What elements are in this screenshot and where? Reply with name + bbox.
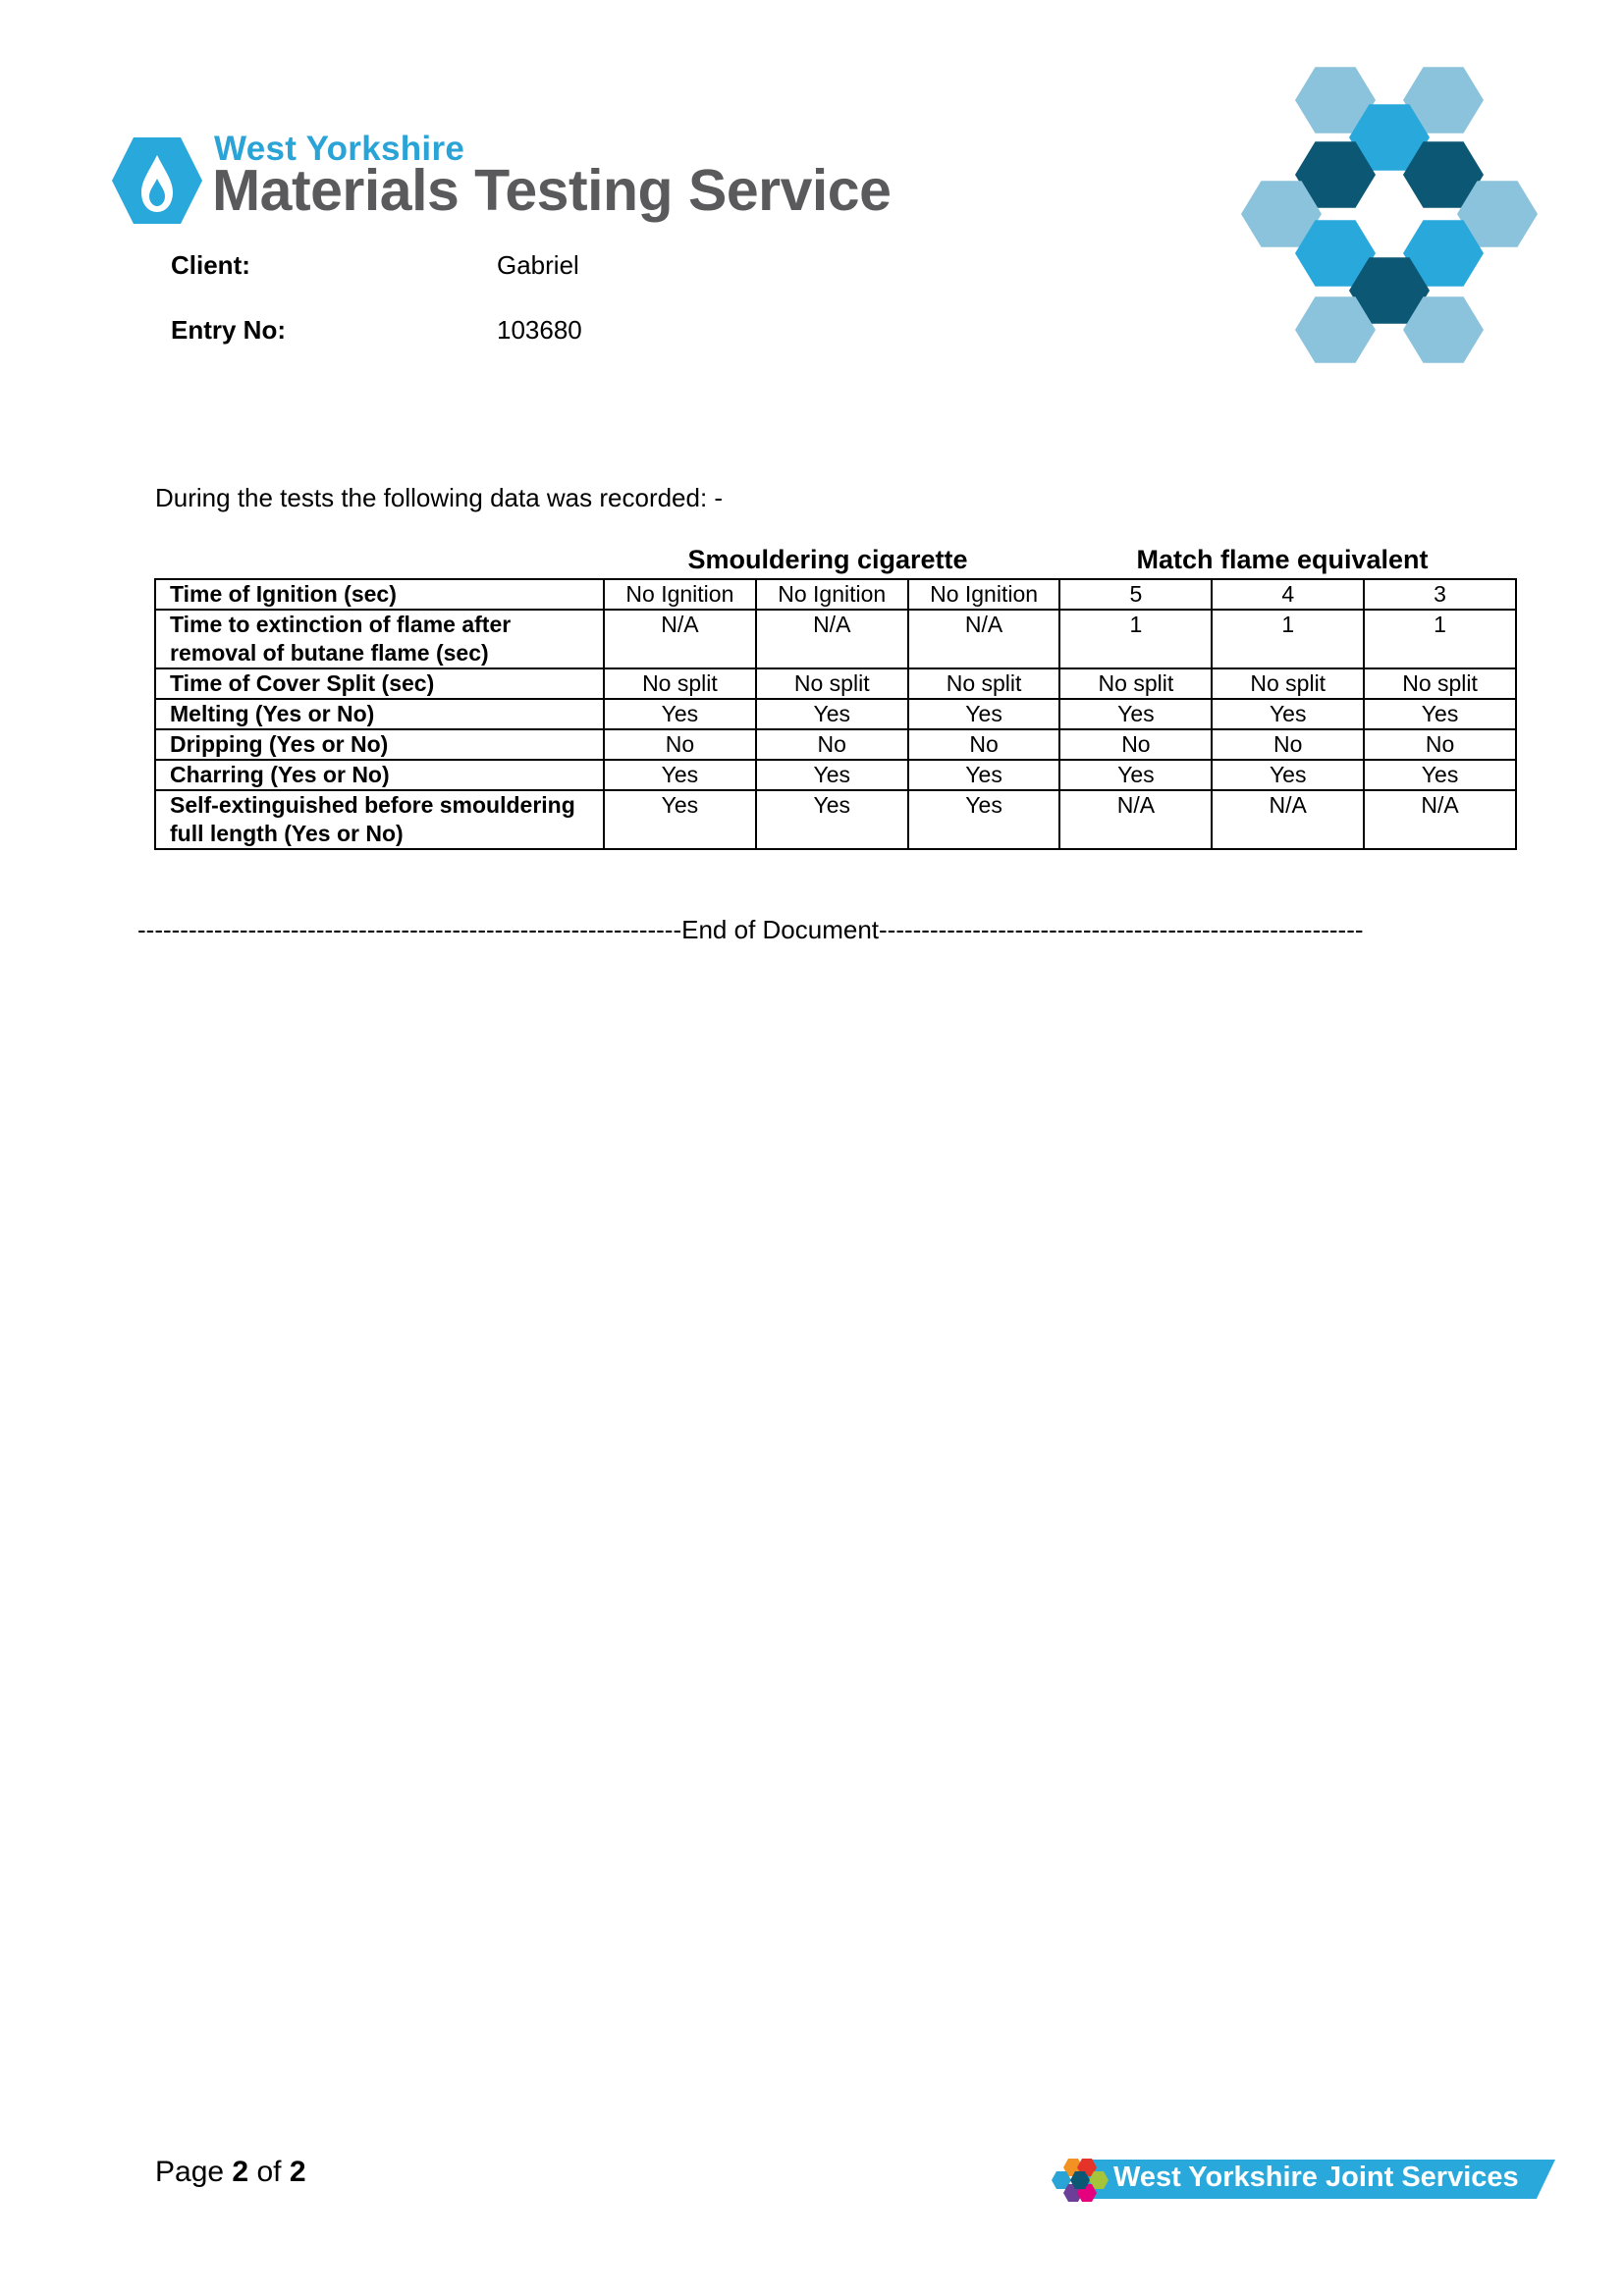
row-label: Time of Cover Split (sec) <box>155 668 604 699</box>
table-cell: N/A <box>756 610 908 668</box>
table-cell: No <box>756 729 908 760</box>
table-cell: Yes <box>908 790 1060 849</box>
logo-title-line1: West Yorkshire <box>214 130 465 168</box>
table-cell: No <box>604 729 756 760</box>
table-cell: 4 <box>1212 579 1364 610</box>
table-cell: N/A <box>908 610 1060 668</box>
table-cell: N/A <box>1059 790 1212 849</box>
footer-logo <box>1049 2155 1559 2206</box>
table-cell: Yes <box>1059 760 1212 790</box>
table-cell: No Ignition <box>908 579 1060 610</box>
row-label: Charring (Yes or No) <box>155 760 604 790</box>
table-cell: No Ignition <box>756 579 908 610</box>
table-row <box>155 790 1516 849</box>
logo-title-line2: Materials Testing Service <box>212 158 892 223</box>
table-cell: Yes <box>1212 699 1364 729</box>
client-value: Gabriel <box>497 250 579 280</box>
table-cell: Yes <box>908 760 1060 790</box>
table-cell: Yes <box>1212 760 1364 790</box>
table-row <box>155 668 1516 699</box>
page-current: 2 <box>232 2156 249 2188</box>
table-cell: No split <box>908 668 1060 699</box>
table-row <box>155 579 1516 610</box>
group-header-smouldering: Smouldering cigarette <box>687 545 968 574</box>
table-cell: No split <box>1364 668 1516 699</box>
table-cell: No <box>908 729 1060 760</box>
end-of-document-marker: ----------------------------------------------------------------End of Document--------------------------------------------------------- <box>137 915 1364 944</box>
table-cell: Yes <box>604 790 756 849</box>
table-cell: No Ignition <box>604 579 756 610</box>
intro-text: During the tests the following data was recorded: - <box>155 483 724 512</box>
entry-no-label: Entry No: <box>171 315 286 345</box>
results-table <box>154 578 1517 850</box>
group-header-match-flame: Match flame equivalent <box>1136 545 1429 574</box>
table-cell: No <box>1364 729 1516 760</box>
table-cell: No split <box>604 668 756 699</box>
table-cell: Yes <box>1364 760 1516 790</box>
table-cell: Yes <box>1364 699 1516 729</box>
table-row <box>155 729 1516 760</box>
table-cell: N/A <box>604 610 756 668</box>
table-cell: No <box>1212 729 1364 760</box>
table-cell: No split <box>756 668 908 699</box>
entry-no-value: 103680 <box>497 315 582 345</box>
flame-drop-logo-icon <box>110 135 204 226</box>
table-cell: 1 <box>1059 610 1212 668</box>
table-cell: 1 <box>1364 610 1516 668</box>
table-cell: Yes <box>756 699 908 729</box>
footer-org-name: West Yorkshire Joint Services <box>1113 2162 1519 2193</box>
table-cell: Yes <box>604 760 756 790</box>
table-cell: No split <box>1212 668 1364 699</box>
table-cell: Yes <box>756 790 908 849</box>
table-row <box>155 610 1516 668</box>
table-cell: Yes <box>604 699 756 729</box>
table-cell: N/A <box>1212 790 1364 849</box>
row-label: Dripping (Yes or No) <box>155 729 604 760</box>
page-of: of <box>256 2156 282 2188</box>
table-cell: Yes <box>908 699 1060 729</box>
table-row <box>155 760 1516 790</box>
page-total: 2 <box>289 2156 306 2188</box>
page-number <box>155 2156 306 2189</box>
table-cell: No split <box>1059 668 1212 699</box>
table-cell: 5 <box>1059 579 1212 610</box>
client-label: Client: <box>171 250 250 280</box>
table-cell: No <box>1059 729 1212 760</box>
table-cell: Yes <box>756 760 908 790</box>
row-label: Self-extinguished before smouldering full length (Yes or No) <box>155 790 604 849</box>
table-cell: 3 <box>1364 579 1516 610</box>
table-cell: N/A <box>1364 790 1516 849</box>
page-prefix: Page <box>155 2156 225 2188</box>
row-label: Time of Ignition (sec) <box>155 579 604 610</box>
hexagon-cluster-icon <box>1227 59 1600 383</box>
row-label: Melting (Yes or No) <box>155 699 604 729</box>
multicolor-hexagon-icon <box>1049 2155 1111 2206</box>
row-label: Time to extinction of flame after removal of butane flame (sec) <box>155 610 604 668</box>
table-cell: 1 <box>1212 610 1364 668</box>
table-row <box>155 699 1516 729</box>
table-cell: Yes <box>1059 699 1212 729</box>
